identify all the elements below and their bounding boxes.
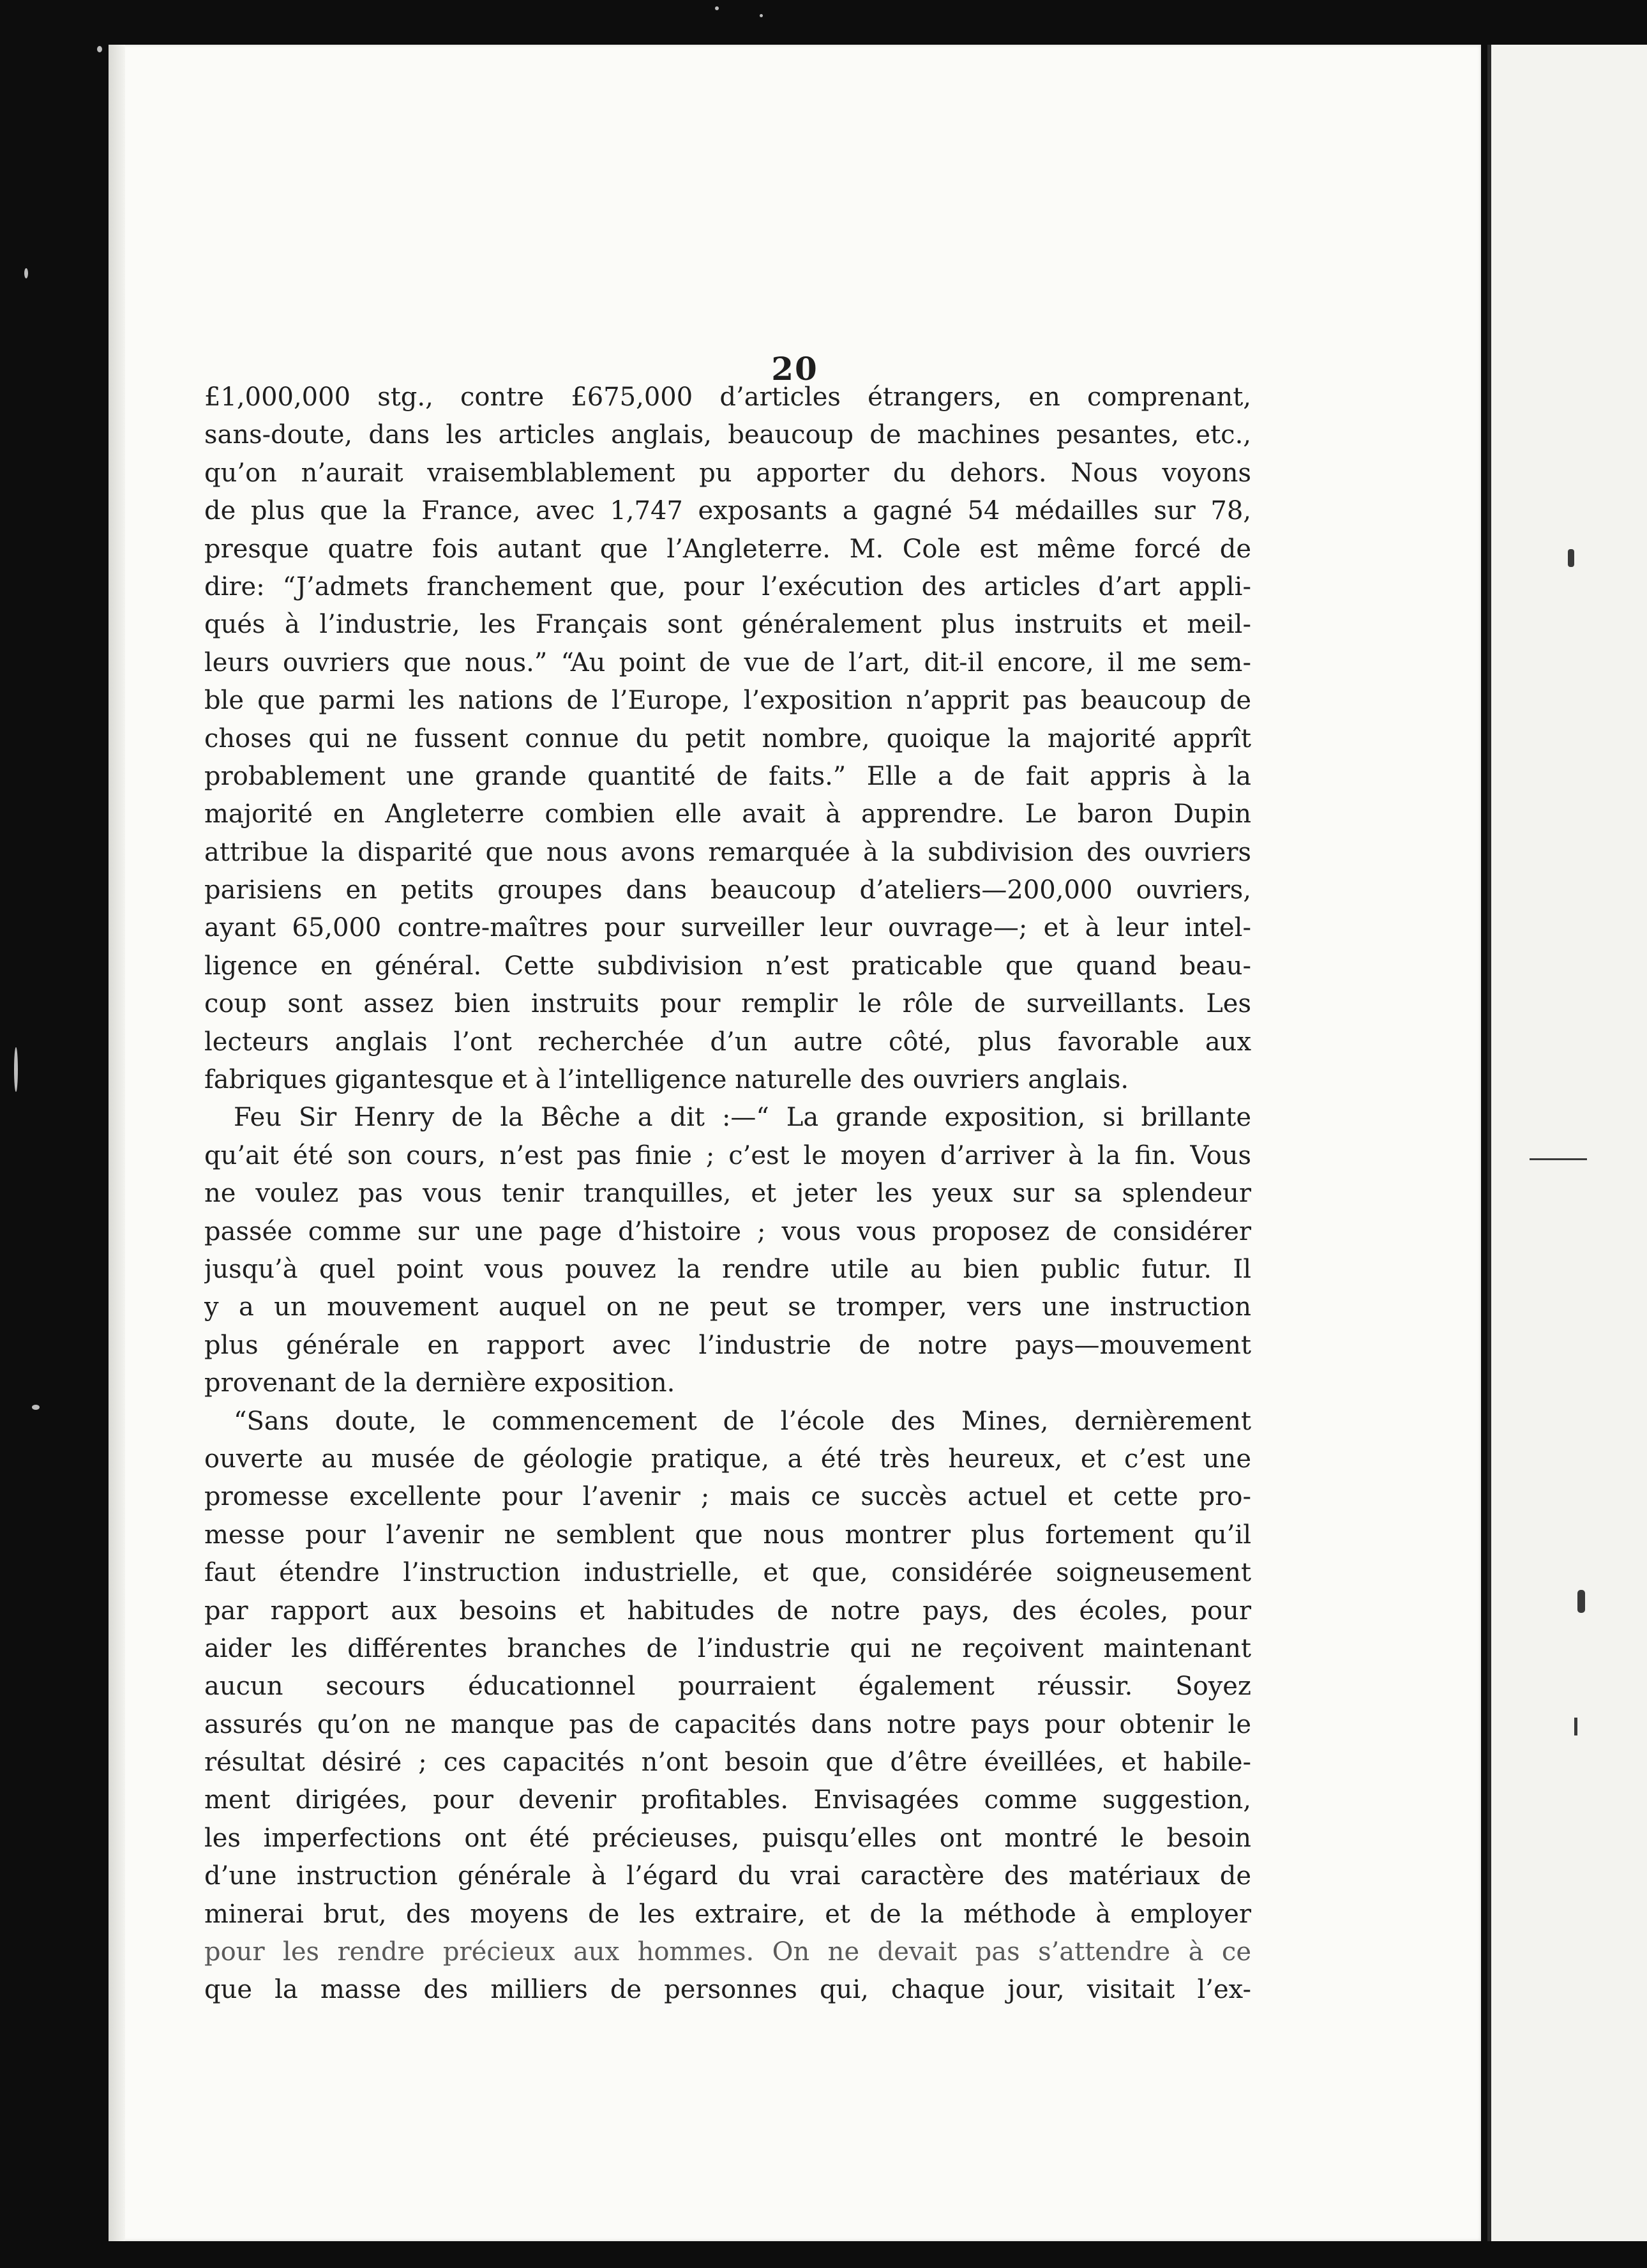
text-line: minerai brut, des moyens de les extraire, et de la méthode à employer bbox=[204, 1899, 1251, 1929]
text-line: probablement une grande quantité de faits.” Elle a de fait appris à la bbox=[204, 761, 1251, 791]
text-line: qu’on n’aurait vraisemblablement pu apporter du dehors. Nous voyons bbox=[204, 458, 1251, 488]
text-line: ouverte au musée de géologie pratique, a été très heureux, et c’est une bbox=[204, 1444, 1251, 1474]
text-line: passée comme sur une page d’histoire ; vous vous proposez de considérer bbox=[204, 1216, 1251, 1246]
text-line: ment dirigées, pour devenir profitables. Envisagées comme suggestion, bbox=[204, 1785, 1251, 1815]
scan-speck bbox=[32, 1405, 40, 1410]
text-line: aucun secours éducationnel pourraient également réussir. Soyez bbox=[204, 1672, 1251, 1702]
text-line: par rapport aux besoins et habitudes de notre pays, des écoles, pour bbox=[204, 1596, 1251, 1626]
text-line: sans-doute, dans les articles anglais, beaucoup de machines pesantes, etc., bbox=[204, 420, 1251, 450]
text-line: jusqu’à quel point vous pouvez la rendre utile au bien public futur. Il bbox=[204, 1254, 1251, 1284]
text-line: ayant 65,000 contre-maîtres pour surveiller leur ouvrage—; et à leur intel- bbox=[204, 913, 1251, 943]
text-line: choses qui ne fussent connue du petit nombre, quoique la majorité apprît bbox=[204, 723, 1251, 753]
text-line: les imperfections ont été précieuses, puisqu’elles ont montré le besoin bbox=[204, 1823, 1251, 1853]
text-line: que la masse des milliers de personnes qui, chaque jour, visitait l’ex- bbox=[204, 1975, 1251, 2005]
text-line: pour les rendre précieux aux hommes. On ne devait pas s’attendre à ce bbox=[204, 1937, 1251, 1967]
text-line: résultat désiré ; ces capacités n’ont besoin que d’être éveillées, et habile- bbox=[204, 1748, 1251, 1778]
page-number: 20 bbox=[771, 350, 818, 388]
text-line: aider les différentes branches de l’industrie qui ne reçoivent maintenant bbox=[204, 1633, 1251, 1663]
text-line: parisiens en petits groupes dans beaucoup d’ateliers—200,000 ouvriers, bbox=[204, 875, 1251, 905]
text-line: presque quatre fois autant que l’Angleterre. M. Cole est même forcé de bbox=[204, 534, 1251, 564]
scan-speck bbox=[97, 46, 102, 52]
text-line: lecteurs anglais l’ont recherchée d’un autre côté, plus favorable aux bbox=[204, 1027, 1251, 1057]
text-line: y a un mouvement auquel on ne peut se tromper, vers une instruction bbox=[204, 1292, 1251, 1322]
text-line: dire: “J’admets franchement que, pour l’exécution des articles d’art appli- bbox=[204, 571, 1251, 601]
text-line: provenant de la dernière exposition. bbox=[204, 1368, 675, 1398]
adjacent-page-edge bbox=[1487, 45, 1647, 2241]
text-line: d’une instruction générale à l’égard du vrai caractère des matériaux de bbox=[204, 1861, 1251, 1891]
text-line: £1,000,000 stg., contre £675,000 d’articles étrangers, en comprenant, bbox=[204, 382, 1251, 412]
text-line: “Sans doute, le commencement de l’école des Mines, dernièrement bbox=[234, 1406, 1251, 1436]
margin-mark bbox=[1577, 1590, 1585, 1613]
scan-speck bbox=[760, 14, 763, 17]
text-line: leurs ouvriers que nous.” “Au point de vue de l’art, dit-il encore, il me sem- bbox=[204, 647, 1251, 677]
text-line: promesse excellente pour l’avenir ; mais ce succès actuel et cette pro- bbox=[204, 1482, 1251, 1512]
text-line: ligence en général. Cette subdivision n’est praticable que quand beau- bbox=[204, 951, 1251, 981]
scan-speck bbox=[24, 268, 28, 278]
text-line: faut étendre l’instruction industrielle, et que, considérée soigneusement bbox=[204, 1558, 1251, 1588]
text-line: plus générale en rapport avec l’industrie de notre pays—mouvement bbox=[204, 1330, 1251, 1360]
scan-speck bbox=[715, 6, 719, 10]
text-line: majorité en Angleterre combien elle avait à apprendre. Le baron Dupin bbox=[204, 799, 1251, 829]
text-line: assurés qu’on ne manque pas de capacités dans notre pays pour obtenir le bbox=[204, 1709, 1251, 1739]
text-line: qués à l’industrie, les Français sont généralement plus instruits et meil- bbox=[204, 610, 1251, 640]
body-text bbox=[204, 379, 1251, 2009]
text-line: fabriques gigantesque et à l’intelligence naturelle des ouvriers anglais. bbox=[204, 1065, 1129, 1095]
margin-mark bbox=[1574, 1718, 1577, 1735]
text-line: attribue la disparité que nous avons remarquée à la subdivision des ouvriers bbox=[204, 837, 1251, 867]
text-line: messe pour l’avenir ne semblent que nous montrer plus fortement qu’il bbox=[204, 1520, 1251, 1550]
text-line: de plus que la France, avec 1,747 exposants a gagné 54 médailles sur 78, bbox=[204, 496, 1251, 526]
margin-mark bbox=[1568, 549, 1574, 567]
margin-mark bbox=[1530, 1158, 1587, 1160]
text-line: coup sont assez bien instruits pour remplir le rôle de surveillants. Les bbox=[204, 989, 1251, 1019]
scan-speck bbox=[14, 1047, 18, 1092]
text-line: Feu Sir Henry de la Bêche a dit :—“ La grande exposition, si brillante bbox=[234, 1103, 1251, 1133]
text-line: ble que parmi les nations de l’Europe, l’exposition n’apprit pas beaucoup de bbox=[204, 686, 1251, 716]
text-line: ne voulez pas vous tenir tranquilles, et jeter les yeux sur sa splendeur bbox=[204, 1179, 1251, 1209]
text-line: qu’ait été son cours, n’est pas finie ; c’est le moyen d’arriver à la fin. Vous bbox=[204, 1140, 1251, 1170]
